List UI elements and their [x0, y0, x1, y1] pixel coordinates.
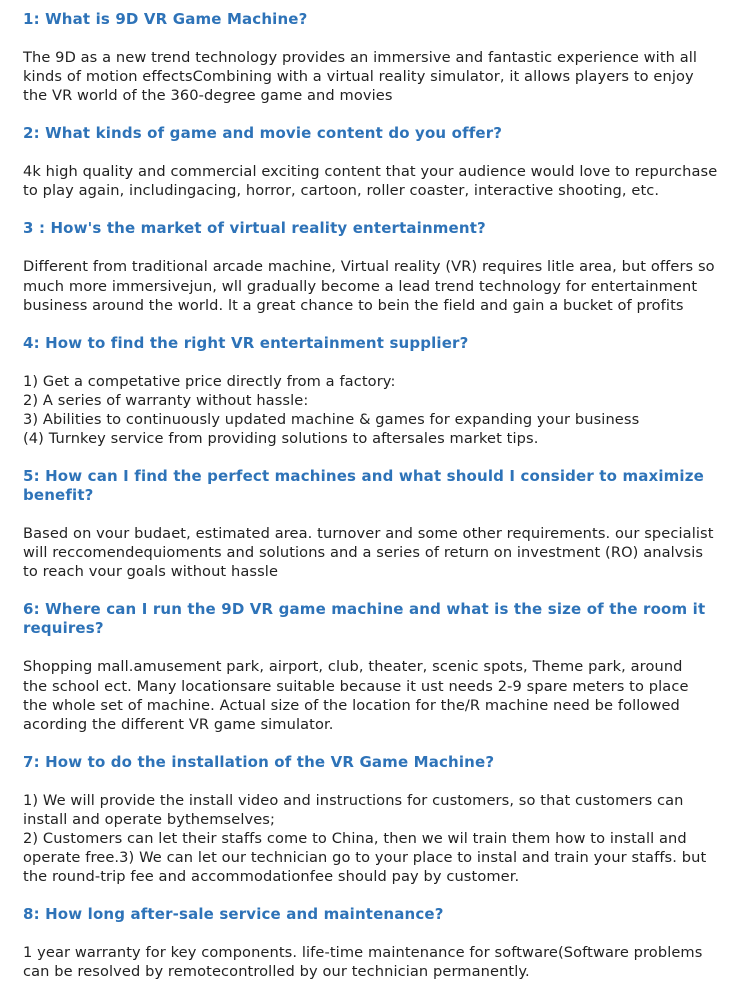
- answer-line: (4) Turnkey service from providing solutions to aftersales market tips.: [23, 430, 539, 448]
- faq-answer-8: [23, 943, 733, 981]
- answer-line: Shopping mall.amusement park, airport, club, theater, scenic spots, Theme park, around: [23, 658, 683, 676]
- answer-line: Based on vour budaet, estimated area. turnover and some other requirements. our specialist: [23, 525, 714, 543]
- question-line: 5: How can I find the perfect machines and what should I consider to maximize: [23, 467, 704, 486]
- answer-line: 4k high quality and commercial exciting content that your audience would love to repurchase: [23, 163, 718, 181]
- faq-question-7: 7: How to do the installation of the VR Game Machine?: [23, 752, 495, 771]
- answer-line: 1 year warranty for key components. life-time maintenance for software(Software problems: [23, 944, 703, 962]
- faq-question-3: 3 : How's the market of virtual reality entertainment?: [23, 219, 486, 238]
- faq-question-6: [23, 600, 733, 638]
- answer-line: much more immersivejun, wll gradually become a lead trend technology for entertainment: [23, 277, 698, 295]
- faq-answer-4: [23, 372, 733, 448]
- answer-line: 3) Abilities to continuously updated machine & games for expanding your business: [23, 410, 640, 428]
- answer-line: the round-trip fee and accommodationfee should pay by customer.: [23, 868, 520, 886]
- faq-answer-2: [23, 162, 733, 200]
- answer-line: acording the different VR game simulator.: [23, 715, 334, 733]
- faq-question-5: [23, 467, 733, 505]
- answer-line: kinds of motion effectsCombining with a virtual reality simulator, it allows players to enjoy: [23, 68, 694, 86]
- faq-answer-6: [23, 657, 733, 733]
- answer-line: 2) A series of warranty without hassle:: [23, 391, 309, 409]
- faq-answer-1: [23, 48, 733, 105]
- faq-item-6: [23, 600, 733, 733]
- faq-item-1: [23, 10, 733, 105]
- answer-line: 2) Customers can let their staffs come to China, then we wil train them how to install and: [23, 829, 687, 847]
- faq-answer-5: [23, 524, 733, 581]
- faq-answer-3: [23, 257, 733, 314]
- answer-line: 1) We will provide the install video and instructions for customers, so that customers can: [23, 791, 684, 809]
- faq-question-1: 1: What is 9D VR Game Machine?: [23, 10, 308, 28]
- faq-item-5: [23, 467, 733, 581]
- faq-item-2: [23, 124, 733, 200]
- faq-item-7: [23, 753, 733, 886]
- answer-line: the school ect. Many locationsare suitable because it ust needs 2-9 spare meters to place: [23, 677, 689, 695]
- question-line: benefit?: [23, 486, 94, 505]
- faq-item-3: [23, 219, 733, 314]
- faq-list: [23, 10, 733, 1000]
- answer-line: will reccomendequioments and solutions and a series of return on investment (RO) analvsis: [23, 544, 704, 562]
- answer-line: The 9D as a new trend technology provides an immersive and fantastic experience with all: [23, 49, 698, 66]
- faq-item-8: [23, 905, 733, 981]
- answer-line: Different from traditional arcade machine, Virtual reality (VR) requires litle area, but offers so: [23, 258, 715, 276]
- answer-line: can be resolved by remotecontrolled by our technician permanently.: [23, 963, 530, 981]
- answer-line: to play again, includingacing, horror, cartoon, roller coaster, interactive shooting, etc.: [23, 182, 660, 200]
- answer-line: the VR world of the 360-degree game and movies: [23, 87, 393, 105]
- answer-line: install and operate bythemselves;: [23, 810, 276, 828]
- answer-line: 1) Get a competative price directly from a factory:: [23, 372, 396, 390]
- answer-line: the whole set of machine. Actual size of the location for the/R machine need be followed: [23, 696, 680, 714]
- question-line: requires?: [23, 619, 104, 638]
- question-line: 6: Where can I run the 9D VR game machine and what is the size of the room it: [23, 600, 706, 619]
- faq-question-2: 2: What kinds of game and movie content do you offer?: [23, 124, 503, 143]
- answer-line: to reach vour goals without hassle: [23, 563, 279, 581]
- faq-item-4: [23, 334, 733, 448]
- answer-line: operate free.3) We can let our technician go to your place to instal and train your staffs. but: [23, 849, 707, 867]
- answer-line: business around the world. lt a great chance to bein the field and gain a bucket of profits: [23, 296, 684, 314]
- faq-question-4: 4: How to find the right VR entertainment supplier?: [23, 333, 469, 352]
- faq-answer-7: [23, 791, 733, 886]
- faq-question-8: 8: How long after-sale service and maintenance?: [23, 905, 444, 924]
